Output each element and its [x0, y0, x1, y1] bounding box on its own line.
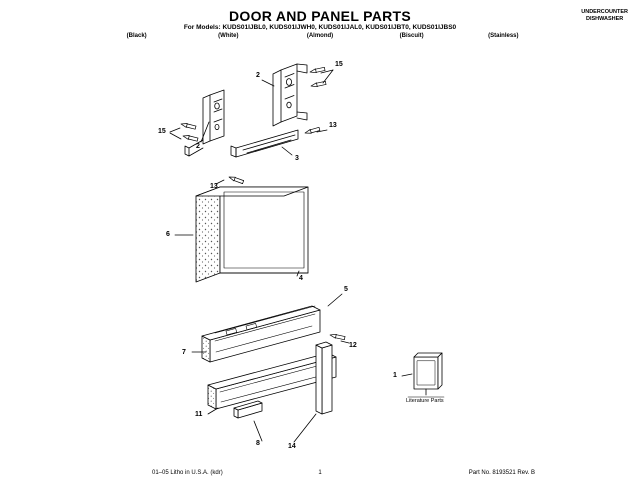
callout-7: 7: [182, 349, 186, 356]
callout-3: 3: [295, 155, 299, 162]
callout-12: 12: [349, 342, 357, 349]
appliance-type-line2: DISHWASHER: [585, 16, 624, 23]
callout-1: 1: [393, 372, 397, 379]
callout-4: 4: [299, 275, 303, 282]
footer-part-number: Part No. 8193521 Rev. B: [468, 470, 535, 476]
literature-parts-label: Literature Parts: [406, 398, 444, 404]
callout-15-left: 15: [158, 128, 166, 135]
color-black: (Black): [126, 33, 147, 39]
callout-11: 11: [195, 411, 203, 418]
models-line: For Models: KUDS01IJBL0, KUDS01IJWH0, KUDS01IJAL0, KUDS01IJBT0, KUDS01IJBS0: [183, 24, 457, 31]
appliance-type-line1: UNDERCOUNTER: [581, 9, 628, 15]
callout-6: 6: [166, 231, 170, 238]
callout-13-top: 13: [329, 122, 337, 129]
footer-print-info: 01–05 Litho in U.S.A. (kdr): [152, 470, 223, 476]
callout-2-top: 2: [256, 72, 260, 79]
footer-page-number: 1: [318, 470, 322, 476]
callout-13-lower: 13: [210, 183, 218, 190]
color-stainless: (Stainless): [488, 33, 519, 39]
color-almond: (Almond): [306, 33, 334, 39]
page-title: DOOR AND PANEL PARTS: [228, 8, 412, 24]
callout-5: 5: [344, 286, 348, 293]
color-biscuit: (Biscuit): [399, 33, 424, 39]
callout-2-left: 2: [196, 143, 200, 150]
callout-14: 14: [288, 443, 296, 450]
callout-15-top: 15: [335, 61, 343, 68]
callout-8: 8: [256, 440, 260, 447]
color-white: (White): [218, 33, 239, 39]
